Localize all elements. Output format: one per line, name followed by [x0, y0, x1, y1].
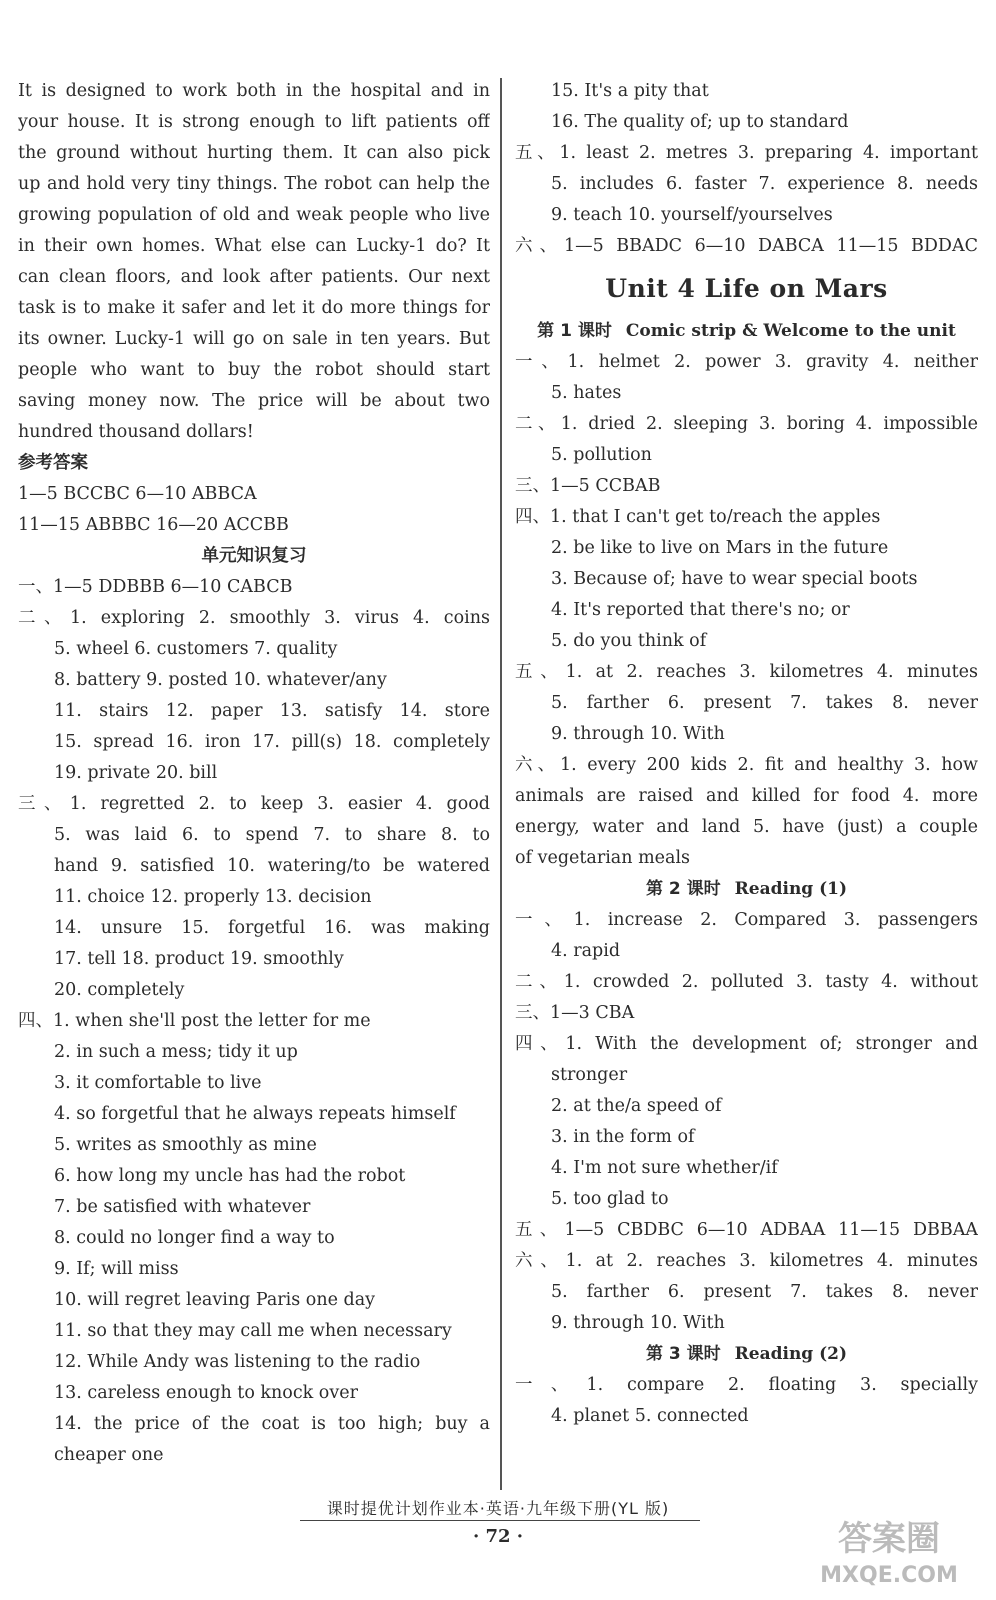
- answer-line: 8. could no longer find a way to: [54, 1228, 335, 1248]
- answer-line: 5. pollution: [551, 445, 652, 465]
- answer-line: 4. planet 5. connected: [551, 1406, 749, 1426]
- answer-line: 二、1. exploring 2. smoothly 3. virus 4. coins: [18, 608, 490, 628]
- watermark-logo: [804, 1510, 974, 1592]
- lesson-3-label: 第 3 课时: [645, 1344, 721, 1364]
- answer-line: 2. in such a mess; tidy it up: [54, 1042, 298, 1062]
- answer-line: 14. unsure 15. forgetful 16. was making: [54, 918, 490, 938]
- lesson-1-title: Comic strip & Welcome to the unit: [625, 321, 956, 341]
- answer-line: 5. includes 6. faster 7. experience 8. needs: [551, 174, 978, 194]
- footer-book-title: 课时提优计划作业本·英语·九年级下册(YL 版): [326, 1499, 670, 1518]
- unit-review-heading: 单元知识复习: [201, 546, 307, 566]
- answer-line: 一、1. compare 2. floating 3. specially: [515, 1375, 978, 1395]
- answer-line: 9. If; will miss: [54, 1259, 179, 1279]
- passage-line: It is designed to work both in the hospital and in: [18, 81, 490, 101]
- answer-line: 16. The quality of; up to standard: [551, 112, 849, 132]
- answer-line: 4. so forgetful that he always repeats himself: [54, 1104, 456, 1124]
- answer-line: 11. so that they may call me when necessary: [54, 1321, 452, 1341]
- answer-line: 11. choice 12. properly 13. decision: [54, 887, 372, 907]
- passage-line: its owner. Lucky-1 will go on sale in ten years. But: [18, 329, 490, 349]
- answer-line: 15. spread 16. iron 17. pill(s) 18. completely: [54, 732, 490, 752]
- watermark-line2: MXQE.COM: [820, 1563, 958, 1588]
- answer-line: 3. it comfortable to live: [54, 1073, 262, 1093]
- answer-line: 4. It's reported that there's no; or: [551, 600, 850, 620]
- answer-line: 20. completely: [54, 980, 185, 1000]
- lesson-3-heading: [515, 1339, 978, 1370]
- passage-line: task is to make it safer and let it do more things for: [18, 298, 490, 318]
- answer-line: 三、1—3 CBA: [515, 1003, 635, 1023]
- answer-line: 13. careless enough to knock over: [54, 1383, 358, 1403]
- answer-line: cheaper one: [54, 1445, 164, 1465]
- answer-line: 9. through 10. With: [551, 1313, 725, 1333]
- answer-line: 3. Because of; have to wear special boots: [551, 569, 918, 589]
- answer-line: 二、1. dried 2. sleeping 3. boring 4. impossible: [515, 414, 978, 434]
- right-column: [515, 76, 978, 1432]
- answer-line: 5. wheel 6. customers 7. quality: [54, 639, 338, 659]
- answer-line: 六、1—5 BBADC 6—10 DABCA 11—15 BDDAC: [515, 236, 978, 256]
- lesson-1-answers: [515, 347, 978, 874]
- reading-passage: [18, 76, 490, 448]
- answer-line: 四、1. when she'll post the letter for me: [18, 1011, 371, 1031]
- lesson-1-heading: [515, 316, 978, 347]
- left-column: [18, 76, 490, 1471]
- lesson-1-label: 第 1 课时: [537, 321, 612, 341]
- answer-line: hand 9. satisfied 10. watering/to be watered: [54, 856, 490, 876]
- answer-line: 9. through 10. With: [551, 724, 725, 744]
- answer-line: 2. be like to live on Mars in the future: [551, 538, 889, 558]
- passage-line: hundred thousand dollars!: [18, 422, 254, 442]
- answer-line: 五、1. least 2. metres 3. preparing 4. important: [515, 143, 978, 163]
- answer-line: 五、1—5 CBDBC 6—10 ADBAA 11—15 DBBAA: [515, 1220, 978, 1240]
- answer-line: 一、1. increase 2. Compared 3. passengers: [515, 910, 978, 930]
- passage-line: growing population of old and weak people who live: [18, 205, 490, 225]
- answer-line: 5. do you think of: [551, 631, 707, 651]
- answer-line: 二、1. crowded 2. polluted 3. tasty 4. without: [515, 972, 978, 992]
- passage-line: your house. It is strong enough to lift patients off: [18, 112, 490, 132]
- answer-line: 4. I'm not sure whether/if: [551, 1158, 778, 1178]
- answer-line: 3. in the form of: [551, 1127, 695, 1147]
- answer-line: 4. rapid: [551, 941, 621, 961]
- answer-line: 2. at the/a speed of: [551, 1096, 722, 1116]
- answer-line: 6. how long my uncle has had the robot: [54, 1166, 406, 1186]
- answer-line: 五、1. at 2. reaches 3. kilometres 4. minutes: [515, 662, 978, 682]
- answer-line: 14. the price of the coat is too high; buy a: [54, 1414, 490, 1434]
- unit3-remaining-answers: [515, 76, 978, 262]
- passage-line: in their own homes. What else can Lucky-1 do? It: [18, 236, 490, 256]
- footer-rule: [300, 1520, 700, 1521]
- answer-line: 7. be satisfied with whatever: [54, 1197, 311, 1217]
- reference-answers-heading: 参考答案: [18, 453, 88, 473]
- answer-line: 5. too glad to: [551, 1189, 669, 1209]
- answer-line: 19. private 20. bill: [54, 763, 218, 783]
- lesson-3-title: Reading (2): [734, 1344, 848, 1364]
- answer-line: 三、1—5 CCBAB: [515, 476, 661, 496]
- unit-review-answers: [18, 572, 490, 1471]
- answer-line: stronger: [551, 1065, 628, 1085]
- answer-line: 9. teach 10. yourself/yourselves: [551, 205, 833, 225]
- answer-line: 5. hates: [551, 383, 622, 403]
- lesson-2-label: 第 2 课时: [645, 879, 721, 899]
- answer-line: 5. farther 6. present 7. takes 8. never: [551, 1282, 978, 1302]
- answer-line: 15. It's a pity that: [551, 81, 709, 101]
- answer-line: 四、1. With the development of; stronger and: [515, 1034, 978, 1054]
- answer-line: 11. stairs 12. paper 13. satisfy 14. store: [54, 701, 490, 721]
- answer-line: 四、1. that I can't get to/reach the apples: [515, 507, 881, 527]
- passage-line: can clean floors, and look after patients. Our next: [18, 267, 490, 287]
- answer-line: 12. While Andy was listening to the radio: [54, 1352, 421, 1372]
- answer-line: 10. will regret leaving Paris one day: [54, 1290, 376, 1310]
- passage-line: people who want to buy the robot should start: [18, 360, 490, 380]
- lesson-3-answers: [515, 1370, 978, 1432]
- answer-line: 8. battery 9. posted 10. whatever/any: [54, 670, 387, 690]
- answer-line: 5. was laid 6. to spend 7. to share 8. to: [54, 825, 490, 845]
- answer-line: 六、1. every 200 kids 2. fit and healthy 3. how: [515, 755, 978, 775]
- answer-line: 5. farther 6. present 7. takes 8. never: [551, 693, 978, 713]
- watermark-line1: 答案圈: [838, 1519, 940, 1559]
- answer-line: energy, water and land 5. have (just) a couple: [515, 817, 978, 837]
- answer-line: 5. writes as smoothly as mine: [54, 1135, 317, 1155]
- answer-line: of vegetarian meals: [515, 848, 691, 868]
- answer-line: 1—5 BCCBC 6—10 ABBCA: [18, 484, 257, 504]
- answer-line: 一、1. helmet 2. power 3. gravity 4. neither: [515, 352, 978, 372]
- passage-line: the ground without hurting them. It can also pick: [18, 143, 490, 163]
- answer-line: 17. tell 18. product 19. smoothly: [54, 949, 344, 969]
- answer-line: animals are raised and killed for food 4. more: [515, 786, 978, 806]
- lesson-2-heading: [515, 874, 978, 905]
- answer-line: 11—15 ABBBC 16—20 ACCBB: [18, 515, 289, 535]
- answer-line: 六、1. at 2. reaches 3. kilometres 4. minutes: [515, 1251, 978, 1271]
- passage-line: saving money now. The price will be about two: [18, 391, 490, 411]
- answer-line: 三、1. regretted 2. to keep 3. easier 4. good: [18, 794, 490, 814]
- passage-line: up and hold very tiny things. The robot can help the: [18, 174, 490, 194]
- unit-title: Unit 4 Life on Mars: [605, 274, 888, 303]
- page-number: · 72 ·: [472, 1526, 524, 1547]
- column-divider: [500, 78, 502, 1490]
- answer-line: 一、1—5 DDBBB 6—10 CABCB: [18, 577, 293, 597]
- reference-answers: [18, 479, 490, 541]
- lesson-2-answers: [515, 905, 978, 1339]
- lesson-2-title: Reading (1): [734, 879, 848, 899]
